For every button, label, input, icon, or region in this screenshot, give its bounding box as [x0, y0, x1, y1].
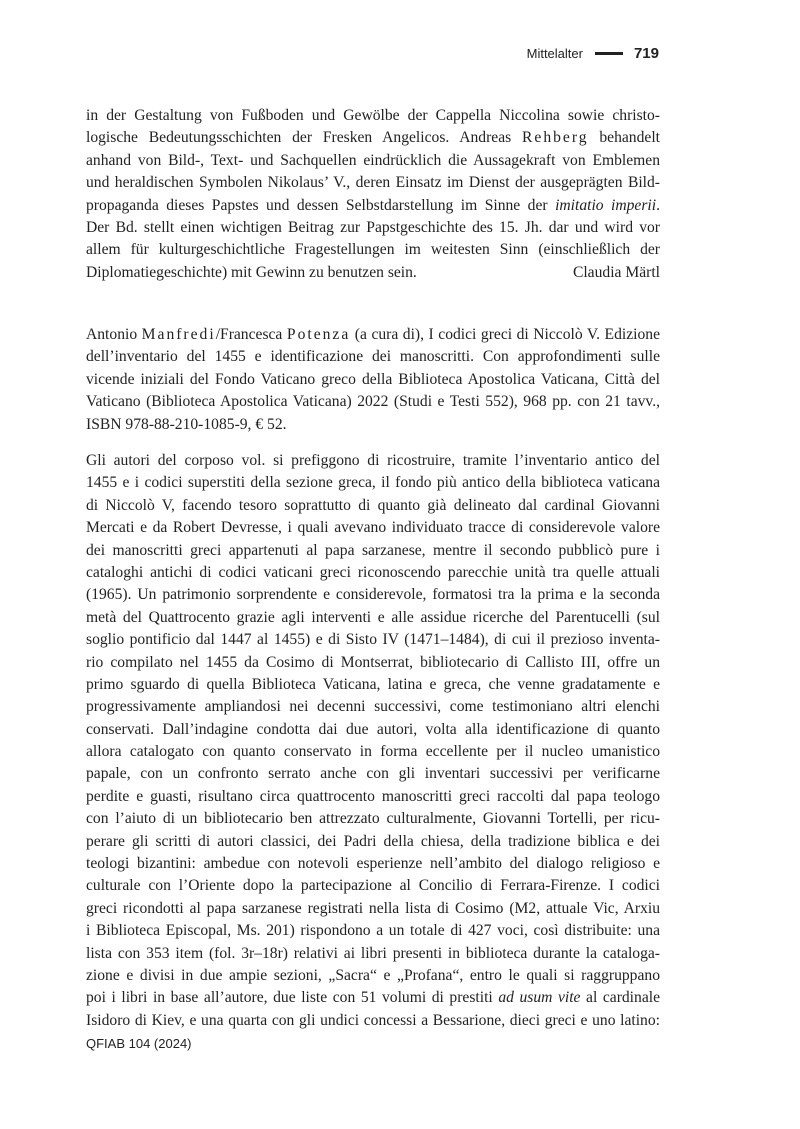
- text-line: papale, con un confronto serrato anche con gli inventari successivi per verificarne: [86, 765, 660, 783]
- bibliographic-entry: [86, 324, 660, 436]
- text-segment: Antonio: [86, 326, 142, 343]
- text-line: [86, 987, 660, 1009]
- text-line: cataloghi antichi di codici vaticani greci riconoscendo parecchie unità tra quelle attuali: [86, 563, 660, 581]
- text-line: 1455 e i codici superstiti della sezione greca, il fondo più antico della biblioteca vaticana: [86, 474, 660, 492]
- editor-surname: Manfredi: [141, 326, 216, 343]
- text-line: und heraldischen Symbolen Nikolaus’ V., deren Einsatz im Dienst der ausgeprägten Bild-: [86, 174, 660, 192]
- text-line: [86, 127, 660, 149]
- text-segment: logische Bedeutungsschichten der Fresken Angelicos. Andreas: [86, 129, 523, 147]
- text-segment: .: [656, 196, 660, 214]
- text-line: teologi bizantini: ambedue con notevoli esperienze nell’ambito del dialogo religioso e: [86, 855, 660, 873]
- text-segment: (a cura di), I codici greci di Niccolò V. Edizione: [350, 326, 660, 343]
- text-line: soglio pontificio dal 1447 al 1455) e di Sisto IV (1471–1484), di cui il prezioso inventa-: [86, 631, 660, 649]
- text-line: anhand von Bild-, Text- und Sachquellen eindrücklich die Aussagekraft von Emblemen: [86, 151, 660, 169]
- text-line: allora catalogato con quanto conservato in forma eccellente per il nucleo umanistico: [86, 743, 660, 761]
- text-line: perdite e guasti, risultano circa quattrocento manoscritti greci raccolti dal papa teologo: [86, 787, 660, 805]
- editor-surname: Potenza: [286, 326, 351, 343]
- text-segment: propaganda dieses Papstes und dessen Selbstdarstellung im Sinne der: [86, 196, 556, 214]
- text-segment: poi i libri in base all’autore, due liste con 51 volumi di prestiti: [86, 989, 499, 1007]
- text-line: dell’inventario del 1455 e identificazione dei manoscritti. Con approfondimenti sulle: [86, 348, 660, 366]
- text-line: di Niccolò V, facendo tesoro soprattutto di quanto già delineato dal cardinal Giovanni: [86, 496, 660, 514]
- journal-footer: QFIAB 104 (2024): [86, 1036, 192, 1051]
- author-name-rehberg: Rehberg: [522, 129, 589, 147]
- review-continuation: [86, 105, 660, 284]
- text-line: dei manoscritti greci appartenuti al papa sarzanese, mentre il secondo pubblicò pure i: [86, 541, 660, 559]
- italic-term: ad usum vite: [498, 989, 581, 1007]
- text-line: [86, 195, 660, 217]
- text-line: ISBN 978-88-210-1085-9, € 52.: [86, 415, 287, 433]
- running-head-section: Mittelalter: [526, 45, 583, 61]
- text-line: greci ricondotti al papa sarzanese registrati nella lista di Cosimo (M2, attuale Vic, Arxiu: [86, 899, 660, 917]
- text-segment: al cardinale: [580, 989, 660, 1007]
- text-segment: behandelt: [588, 129, 660, 147]
- text-line: con l’aiuto di un bibliotecario ben attrezzato culturalmente, Giovanni Tortelli, per ricu-: [86, 810, 660, 828]
- text-line: perare gli scritti di autori classici, dei Padri della chiesa, della tradizione biblica e dei: [86, 832, 660, 850]
- text-line: metà del Quattrocento grazie agli interventi e alle assidue ricerche del Parentucelli (sul: [86, 608, 660, 626]
- italic-term: imitatio imperii: [555, 196, 657, 214]
- text-segment: /Francesca: [215, 326, 287, 343]
- text-line: zione e divisi in due ampie sezioni, „Sacra“ e „Profana“, entro le quali si raggruppano: [86, 966, 660, 984]
- text-line: Vaticano (Biblioteca Apostolica Vaticana) 2022 (Studi e Testi 552), 968 pp. con 21 tavv.,: [86, 393, 660, 411]
- text-line: allem für kulturgeschichtliche Fragestellungen im weitesten Sinn (einschließlich der: [86, 241, 660, 259]
- text-line: (1965). Un patrimonio sorprendente e considerevole, formatosi tra la prima e la seconda: [86, 586, 660, 604]
- text-line: [86, 324, 660, 346]
- text-line: primo sguardo di quella Biblioteca Vaticana, latina e greca, che venne gradatamente e: [86, 675, 660, 693]
- text-line: in der Gestaltung von Fußboden und Gewölbe der Cappella Niccolina sowie christo-: [86, 107, 660, 124]
- text-line: rio compilato nel 1455 da Cosimo di Montserrat, bibliotecario di Callisto III, offre un: [86, 653, 660, 671]
- text-line: vicende iniziali del Fondo Vaticano greco della Biblioteca Apostolica Vaticana, Città del: [86, 370, 660, 388]
- text-line: conservati. Dall’indagine condotta dai due autori, volta alla identificazione di quanto: [86, 720, 660, 738]
- text-line: Der Bd. stellt einen wichtigen Beitrag zur Papstgeschichte des 15. Jh. dar und wird vor: [86, 218, 660, 236]
- reviewer-signature: Claudia Märtl: [572, 263, 660, 281]
- review-body: [86, 450, 660, 1032]
- text-segment: Diplomatiegeschichte) mit Gewinn zu benutzen sein.: [86, 263, 417, 281]
- text-line: culturale con l’Oriente dopo la partecipazione al Concilio di Ferrara-Firenze. I codici: [86, 877, 660, 895]
- text-line: Gli autori del corposo vol. si prefiggono di ricostruire, tramite l’inventario antico del: [86, 452, 660, 469]
- text-line: progressivamente ampliandosi nei decenni successivi, come testimoniano altri elenchi: [86, 698, 660, 716]
- text-line: lista con 353 item (fol. 3r–18r) relativi ai libri presenti in biblioteca durante la cataloga-: [86, 944, 660, 962]
- text-line: [86, 262, 660, 284]
- text-line: i Biblioteca Episcopal, Ms. 201) rispondono a un totale di 427 voci, così distribuite: una: [86, 922, 660, 940]
- text-line: Mercati e da Robert Devresse, i quali avevano individuato tracce di considerevole valore: [86, 519, 660, 537]
- page-number: 719: [633, 44, 659, 62]
- running-head-rule: [595, 52, 623, 55]
- running-head: [527, 43, 659, 63]
- text-line: Isidoro di Kiev, e una quarta con gli undici concessi a Bessarione, dieci greci e uno latino:: [86, 1011, 660, 1029]
